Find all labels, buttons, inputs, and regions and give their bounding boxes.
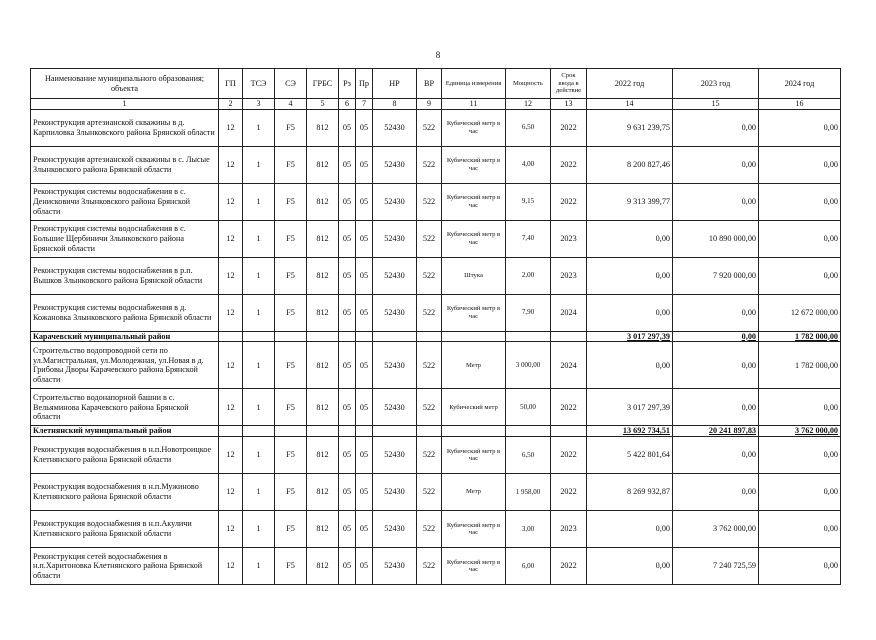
np-cell: 52430: [373, 146, 417, 183]
tse-cell: 1: [243, 220, 275, 257]
grbs-cell: 812: [307, 109, 339, 146]
district-total-2024: 3 762 000,00: [759, 426, 841, 437]
empty-cell: [243, 331, 275, 342]
grbs-cell: 812: [307, 342, 339, 389]
gp-cell: 12: [219, 109, 243, 146]
empty-cell: [551, 331, 587, 342]
district-total-2022: 3 017 297,39: [587, 331, 673, 342]
object-name: Реконструкция системы водоснабжения в д. Кожановка Злынковского района Брянской области: [31, 294, 219, 331]
header-gp: ГП: [219, 69, 243, 99]
district-name: Клетнянский муниципальный район: [31, 426, 219, 437]
grbs-cell: 812: [307, 146, 339, 183]
unit-cell: Штука: [442, 257, 506, 294]
grbs-cell: 812: [307, 389, 339, 426]
empty-cell: [339, 426, 356, 437]
pr-cell: 05: [356, 548, 373, 585]
tse-cell: 1: [243, 146, 275, 183]
column-number: 7: [356, 99, 373, 110]
object-name: Реконструкция водоснабжения в н.п.Новотроицкое Клетнянского района Брянской области: [31, 437, 219, 474]
se-cell: F5: [275, 257, 307, 294]
capacity-cell: 50,00: [506, 389, 551, 426]
term-cell: 2022: [551, 437, 587, 474]
rz-cell: 05: [339, 511, 356, 548]
amount-2024: 12 672 000,00: [759, 294, 841, 331]
capacity-cell: 7,40: [506, 220, 551, 257]
unit-cell: Кубический метр в час: [442, 183, 506, 220]
district-row: [31, 331, 841, 342]
vr-cell: 522: [417, 437, 442, 474]
district-total-2024: 1 782 000,00: [759, 331, 841, 342]
table-row: [31, 109, 841, 146]
object-name: Реконструкция водоснабжения в н.п.Мужиново Клетнянского района Брянской области: [31, 474, 219, 511]
vr-cell: 522: [417, 474, 442, 511]
amount-2022: 8 200 827,46: [587, 146, 673, 183]
vr-cell: 522: [417, 257, 442, 294]
term-cell: 2023: [551, 511, 587, 548]
district-total-2023: 20 241 897,83: [673, 426, 759, 437]
unit-cell: Кубический метр в час: [442, 548, 506, 585]
capacity-cell: 6,50: [506, 437, 551, 474]
empty-cell: [506, 331, 551, 342]
amount-2023: 3 762 000,00: [673, 511, 759, 548]
empty-cell: [219, 331, 243, 342]
np-cell: 52430: [373, 437, 417, 474]
column-number: 14: [587, 99, 673, 110]
rz-cell: 05: [339, 437, 356, 474]
unit-cell: Кубический метр в час: [442, 437, 506, 474]
se-cell: F5: [275, 109, 307, 146]
gp-cell: 12: [219, 389, 243, 426]
amount-2024: 0,00: [759, 389, 841, 426]
empty-cell: [356, 331, 373, 342]
rz-cell: 05: [339, 183, 356, 220]
object-name: Реконструкция системы водоснабжения в с. Большие Щербиничи Злынковского района Брянской области: [31, 220, 219, 257]
header-rz: Рз: [339, 69, 356, 99]
object-name: Реконструкция артезианской скважины в с. Лысые Злынковского района Брянской области: [31, 146, 219, 183]
header-se: СЭ: [275, 69, 307, 99]
grbs-cell: 812: [307, 511, 339, 548]
tse-cell: 1: [243, 294, 275, 331]
capacity-cell: 9,15: [506, 183, 551, 220]
vr-cell: 522: [417, 342, 442, 389]
object-name: Строительство водонапорной башни в с. Вельяминова Карачевского района Брянской области: [31, 389, 219, 426]
amount-2023: 0,00: [673, 183, 759, 220]
column-number: 3: [243, 99, 275, 110]
column-number: 12: [506, 99, 551, 110]
np-cell: 52430: [373, 220, 417, 257]
capacity-cell: 3 000,00: [506, 342, 551, 389]
amount-2022: 0,00: [587, 294, 673, 331]
column-number: 4: [275, 99, 307, 110]
empty-cell: [417, 426, 442, 437]
amount-2023: 0,00: [673, 109, 759, 146]
grbs-cell: 812: [307, 548, 339, 585]
empty-cell: [219, 426, 243, 437]
table-row: [31, 474, 841, 511]
amount-2024: 0,00: [759, 511, 841, 548]
table-row: [31, 389, 841, 426]
column-number: 8: [373, 99, 417, 110]
amount-2022: 0,00: [587, 342, 673, 389]
pr-cell: 05: [356, 474, 373, 511]
vr-cell: 522: [417, 220, 442, 257]
amount-2024: 0,00: [759, 220, 841, 257]
gp-cell: 12: [219, 183, 243, 220]
np-cell: 52430: [373, 511, 417, 548]
rz-cell: 05: [339, 257, 356, 294]
amount-2022: 0,00: [587, 548, 673, 585]
gp-cell: 12: [219, 548, 243, 585]
amount-2024: 0,00: [759, 183, 841, 220]
unit-cell: Кубический метр в час: [442, 146, 506, 183]
pr-cell: 05: [356, 342, 373, 389]
amount-2023: 0,00: [673, 474, 759, 511]
tse-cell: 1: [243, 183, 275, 220]
term-cell: 2022: [551, 389, 587, 426]
se-cell: F5: [275, 294, 307, 331]
header-term: Срок ввода в действие: [551, 69, 587, 99]
rz-cell: 05: [339, 109, 356, 146]
tse-cell: 1: [243, 548, 275, 585]
amount-2023: 0,00: [673, 389, 759, 426]
header-name: Наименование муниципального образования; объекта: [31, 69, 219, 99]
amount-2022: 8 269 932,87: [587, 474, 673, 511]
column-number: 13: [551, 99, 587, 110]
capacity-cell: 2,00: [506, 257, 551, 294]
unit-cell: Кубический метр в час: [442, 109, 506, 146]
vr-cell: 522: [417, 389, 442, 426]
amount-2023: 7 240 725,59: [673, 548, 759, 585]
capacity-cell: 1 958,00: [506, 474, 551, 511]
amount-2024: 0,00: [759, 548, 841, 585]
table-row: [31, 511, 841, 548]
column-number: 9: [417, 99, 442, 110]
unit-cell: Метр: [442, 342, 506, 389]
table-row: [31, 146, 841, 183]
term-cell: 2024: [551, 294, 587, 331]
empty-cell: [275, 331, 307, 342]
district-total-2023: 0,00: [673, 331, 759, 342]
table-row: [31, 220, 841, 257]
empty-cell: [417, 331, 442, 342]
object-name: Реконструкция сетей водоснабжения в н.п.Харитоновка Клетнянского района Брянской области: [31, 548, 219, 585]
amount-2022: 0,00: [587, 220, 673, 257]
column-number-row: [31, 99, 841, 110]
np-cell: 52430: [373, 342, 417, 389]
capacity-cell: 3,00: [506, 511, 551, 548]
pr-cell: 05: [356, 183, 373, 220]
table-row: [31, 183, 841, 220]
grbs-cell: 812: [307, 437, 339, 474]
header-unit: Единица измерения: [442, 69, 506, 99]
tse-cell: 1: [243, 389, 275, 426]
se-cell: F5: [275, 548, 307, 585]
tse-cell: 1: [243, 109, 275, 146]
column-number: 2: [219, 99, 243, 110]
empty-cell: [442, 426, 506, 437]
grbs-cell: 812: [307, 183, 339, 220]
column-number: 16: [759, 99, 841, 110]
np-cell: 52430: [373, 389, 417, 426]
se-cell: F5: [275, 474, 307, 511]
unit-cell: Кубический метр в час: [442, 511, 506, 548]
table-row: [31, 294, 841, 331]
tse-cell: 1: [243, 474, 275, 511]
vr-cell: 522: [417, 109, 442, 146]
gp-cell: 12: [219, 437, 243, 474]
pr-cell: 05: [356, 146, 373, 183]
grbs-cell: 812: [307, 220, 339, 257]
empty-cell: [373, 331, 417, 342]
term-cell: 2022: [551, 183, 587, 220]
np-cell: 52430: [373, 474, 417, 511]
term-cell: 2022: [551, 109, 587, 146]
amount-2022: 5 422 801,64: [587, 437, 673, 474]
tse-cell: 1: [243, 437, 275, 474]
amount-2024: 0,00: [759, 474, 841, 511]
table-header-row: [31, 69, 841, 99]
pr-cell: 05: [356, 220, 373, 257]
grbs-cell: 812: [307, 257, 339, 294]
empty-cell: [307, 426, 339, 437]
amount-2023: 0,00: [673, 146, 759, 183]
table-row: [31, 548, 841, 585]
vr-cell: 522: [417, 548, 442, 585]
amount-2022: 0,00: [587, 257, 673, 294]
empty-cell: [551, 426, 587, 437]
column-number: 6: [339, 99, 356, 110]
amount-2023: 0,00: [673, 437, 759, 474]
rz-cell: 05: [339, 220, 356, 257]
empty-cell: [506, 426, 551, 437]
pr-cell: 05: [356, 257, 373, 294]
empty-cell: [373, 426, 417, 437]
unit-cell: Кубический метр в час: [442, 294, 506, 331]
capacity-cell: 4,00: [506, 146, 551, 183]
tse-cell: 1: [243, 511, 275, 548]
amount-2023: 0,00: [673, 342, 759, 389]
amount-2024: 0,00: [759, 146, 841, 183]
header-vr: ВР: [417, 69, 442, 99]
district-name: Карачевский муниципальный район: [31, 331, 219, 342]
grbs-cell: 812: [307, 294, 339, 331]
header-2022: 2022 год: [587, 69, 673, 99]
grbs-cell: 812: [307, 474, 339, 511]
tse-cell: 1: [243, 257, 275, 294]
amount-2022: 9 631 239,75: [587, 109, 673, 146]
column-number: 11: [442, 99, 506, 110]
amount-2023: 10 890 000,00: [673, 220, 759, 257]
header-2023: 2023 год: [673, 69, 759, 99]
tse-cell: 1: [243, 342, 275, 389]
amount-2024: 0,00: [759, 109, 841, 146]
object-name: Реконструкция системы водоснабжения в с. Денисковичи Злынковского района Брянской области: [31, 183, 219, 220]
unit-cell: Метр: [442, 474, 506, 511]
header-capacity: Мощность: [506, 69, 551, 99]
unit-cell: Кубический метр в час: [442, 220, 506, 257]
empty-cell: [442, 331, 506, 342]
empty-cell: [307, 331, 339, 342]
term-cell: 2022: [551, 474, 587, 511]
term-cell: 2023: [551, 257, 587, 294]
gp-cell: 12: [219, 294, 243, 331]
header-pr: Пр: [356, 69, 373, 99]
pr-cell: 05: [356, 437, 373, 474]
table-row: [31, 437, 841, 474]
np-cell: 52430: [373, 109, 417, 146]
object-name: Реконструкция водоснабжения в н.п.Акуличи Клетнянского района Брянской области: [31, 511, 219, 548]
gp-cell: 12: [219, 220, 243, 257]
capacity-cell: 6,50: [506, 109, 551, 146]
se-cell: F5: [275, 437, 307, 474]
amount-2023: 7 920 000,00: [673, 257, 759, 294]
vr-cell: 522: [417, 183, 442, 220]
amount-2024: 0,00: [759, 257, 841, 294]
empty-cell: [275, 426, 307, 437]
gp-cell: 12: [219, 146, 243, 183]
np-cell: 52430: [373, 294, 417, 331]
se-cell: F5: [275, 146, 307, 183]
term-cell: 2022: [551, 548, 587, 585]
amount-2024: 0,00: [759, 437, 841, 474]
object-name: Реконструкция артезианской скважины в д. Карпиловка Злынковского района Брянской области: [31, 109, 219, 146]
term-cell: 2024: [551, 342, 587, 389]
amount-2022: 3 017 297,39: [587, 389, 673, 426]
term-cell: 2022: [551, 146, 587, 183]
rz-cell: 05: [339, 548, 356, 585]
header-2024: 2024 год: [759, 69, 841, 99]
vr-cell: 522: [417, 146, 442, 183]
rz-cell: 05: [339, 389, 356, 426]
np-cell: 52430: [373, 183, 417, 220]
empty-cell: [243, 426, 275, 437]
district-total-2022: 13 692 734,51: [587, 426, 673, 437]
header-tse: ТСЭ: [243, 69, 275, 99]
pr-cell: 05: [356, 511, 373, 548]
pr-cell: 05: [356, 109, 373, 146]
se-cell: F5: [275, 183, 307, 220]
district-row: [31, 426, 841, 437]
np-cell: 52430: [373, 257, 417, 294]
rz-cell: 05: [339, 474, 356, 511]
term-cell: 2023: [551, 220, 587, 257]
vr-cell: 522: [417, 294, 442, 331]
unit-cell: Кубический метр: [442, 389, 506, 426]
table-body: [31, 99, 841, 585]
header-np: НР: [373, 69, 417, 99]
empty-cell: [356, 426, 373, 437]
pr-cell: 05: [356, 389, 373, 426]
header-grbs: ГРБС: [307, 69, 339, 99]
column-number: 5: [307, 99, 339, 110]
column-number: 15: [673, 99, 759, 110]
gp-cell: 12: [219, 511, 243, 548]
vr-cell: 522: [417, 511, 442, 548]
amount-2022: 9 313 399,77: [587, 183, 673, 220]
amount-2023: 0,00: [673, 294, 759, 331]
object-name: Строительство водопроводной сети по ул.Магистральная, ул.Молодежная, ул.Новая в д. Грибовы Дворы Карачевского района Брянской области: [31, 342, 219, 389]
table-row: [31, 342, 841, 389]
gp-cell: 12: [219, 474, 243, 511]
column-number: 1: [31, 99, 219, 110]
object-name: Реконструкция системы водоснабжения в р.п. Вышков Злынковского района Брянской области: [31, 257, 219, 294]
rz-cell: 05: [339, 294, 356, 331]
pr-cell: 05: [356, 294, 373, 331]
rz-cell: 05: [339, 146, 356, 183]
se-cell: F5: [275, 511, 307, 548]
empty-cell: [339, 331, 356, 342]
se-cell: F5: [275, 220, 307, 257]
amount-2022: 0,00: [587, 511, 673, 548]
budget-table: [30, 68, 841, 585]
np-cell: 52430: [373, 548, 417, 585]
table-row: [31, 257, 841, 294]
page-number: 8: [435, 50, 441, 60]
gp-cell: 12: [219, 257, 243, 294]
rz-cell: 05: [339, 342, 356, 389]
amount-2024: 1 782 000,00: [759, 342, 841, 389]
capacity-cell: 7,90: [506, 294, 551, 331]
se-cell: F5: [275, 389, 307, 426]
gp-cell: 12: [219, 342, 243, 389]
capacity-cell: 6,00: [506, 548, 551, 585]
se-cell: F5: [275, 342, 307, 389]
